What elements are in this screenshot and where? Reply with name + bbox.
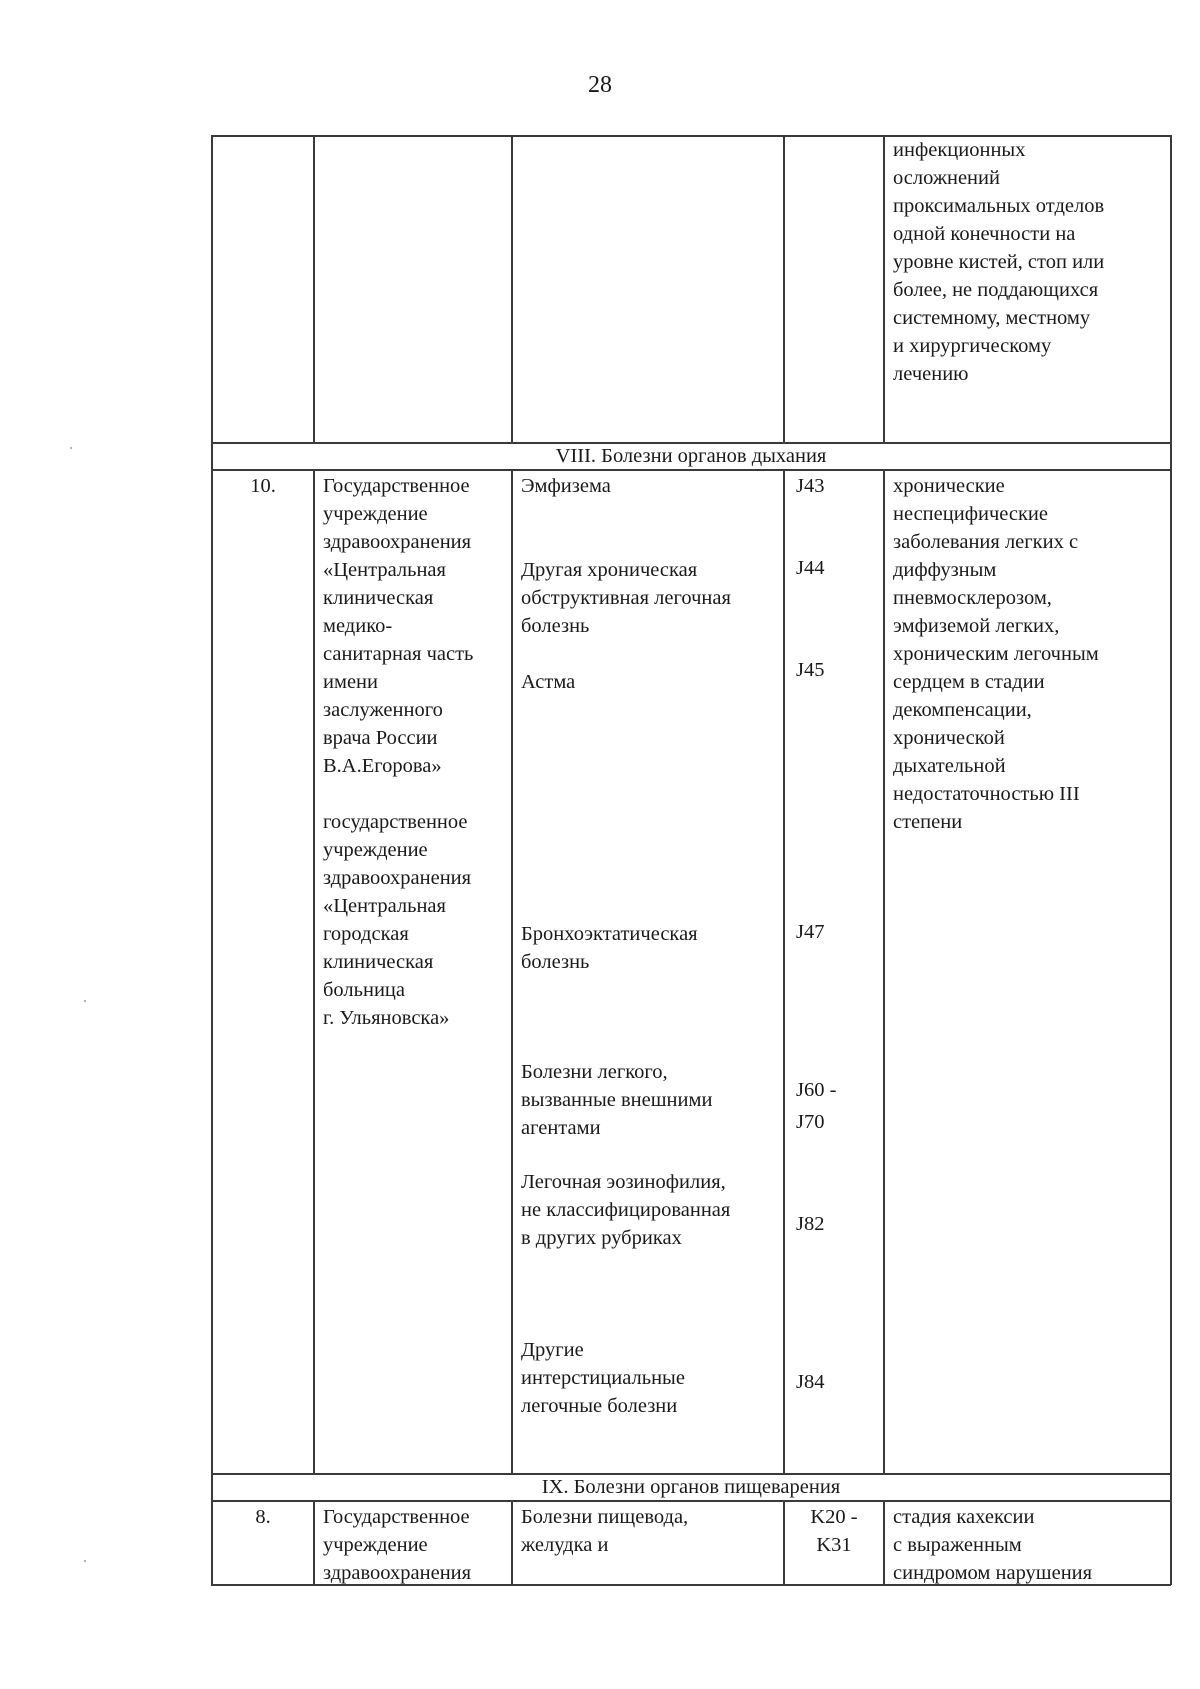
icd-code: J82	[796, 1213, 825, 1235]
icd-code: J45	[796, 659, 825, 681]
col-divider-3	[783, 135, 785, 443]
icd-code: K20 - K31	[810, 1506, 858, 1556]
col-divider-3	[783, 1500, 785, 1585]
scan-speck	[84, 1560, 86, 1562]
col-divider-4	[883, 135, 885, 443]
institution-cell: государственное учреждение здравоохранения «Центральная городская клиническая больница г. Ульяновска»	[323, 811, 472, 1029]
disease-name: Легочная эозинофилия, не классифицированная в других рубриках	[521, 1171, 731, 1249]
scan-speck	[84, 1000, 86, 1002]
col-divider-4	[883, 469, 885, 1474]
disease-name: Болезни пищевода, желудка и	[521, 1506, 689, 1556]
section-ix-title: IX. Болезни органов пищеварения	[541, 1476, 841, 1498]
continued-criteria-cell: инфекционных осложнений проксимальных отделов одной конечности на уровне кистей, стоп или более, не поддающихся системному, местному и хирургическому лечению	[893, 139, 1105, 385]
col-divider-2	[511, 135, 513, 443]
disease-name: Другие интерстициальные легочные болезни	[521, 1339, 685, 1417]
disease-name: Другая хроническая обструктивная легочная болезнь	[521, 559, 731, 637]
icd-code: J43	[796, 475, 825, 497]
section-viii-title: VIII. Болезни органов дыхания	[555, 445, 827, 467]
col-divider-1	[313, 469, 315, 1474]
col-divider-2	[511, 469, 513, 1474]
criteria-cell: хронические неспецифические заболевания легких с диффузным пневмосклерозом, эмфиземой легких, хроническим легочным сердцем в стадии декомпенсации, хронической дыхательной недостаточностью III степени	[893, 475, 1099, 833]
icd-code: J47	[796, 921, 825, 943]
icd-code: J44	[796, 557, 825, 579]
scan-speck	[70, 447, 72, 449]
section-viii-bottom-border	[211, 469, 1171, 471]
disease-name: Бронхоэктатическая болезнь	[521, 923, 698, 973]
table-right-border	[1170, 135, 1172, 1585]
icd-code: J84	[796, 1371, 825, 1393]
disease-name: Болезни легкого, вызванные внешними агентами	[521, 1061, 713, 1139]
row-number: 10.	[250, 475, 276, 497]
page-number: 28	[588, 72, 612, 98]
disease-name: Эмфизема	[521, 475, 611, 497]
icd-code: J60 - J70	[796, 1079, 837, 1133]
section-ix-bottom-border	[211, 1500, 1171, 1502]
col-divider-1	[313, 1500, 315, 1585]
institution-cell: Государственное учреждение здравоохранения	[323, 1506, 472, 1584]
criteria-cell: стадия кахексии с выраженным синдромом нарушения	[893, 1506, 1093, 1584]
col-divider-3	[783, 469, 785, 1474]
row-number: 8.	[255, 1506, 271, 1528]
institution-cell: Государственное учреждение здравоохранения «Центральная клиническая медико- санитарная часть имени заслуженного врача России В.А.Егорова»	[323, 475, 474, 777]
col-divider-2	[511, 1500, 513, 1585]
col-divider-4	[883, 1500, 885, 1585]
table-left-border	[211, 135, 213, 1585]
col-divider-1	[313, 135, 315, 443]
disease-name: Астма	[521, 671, 576, 693]
